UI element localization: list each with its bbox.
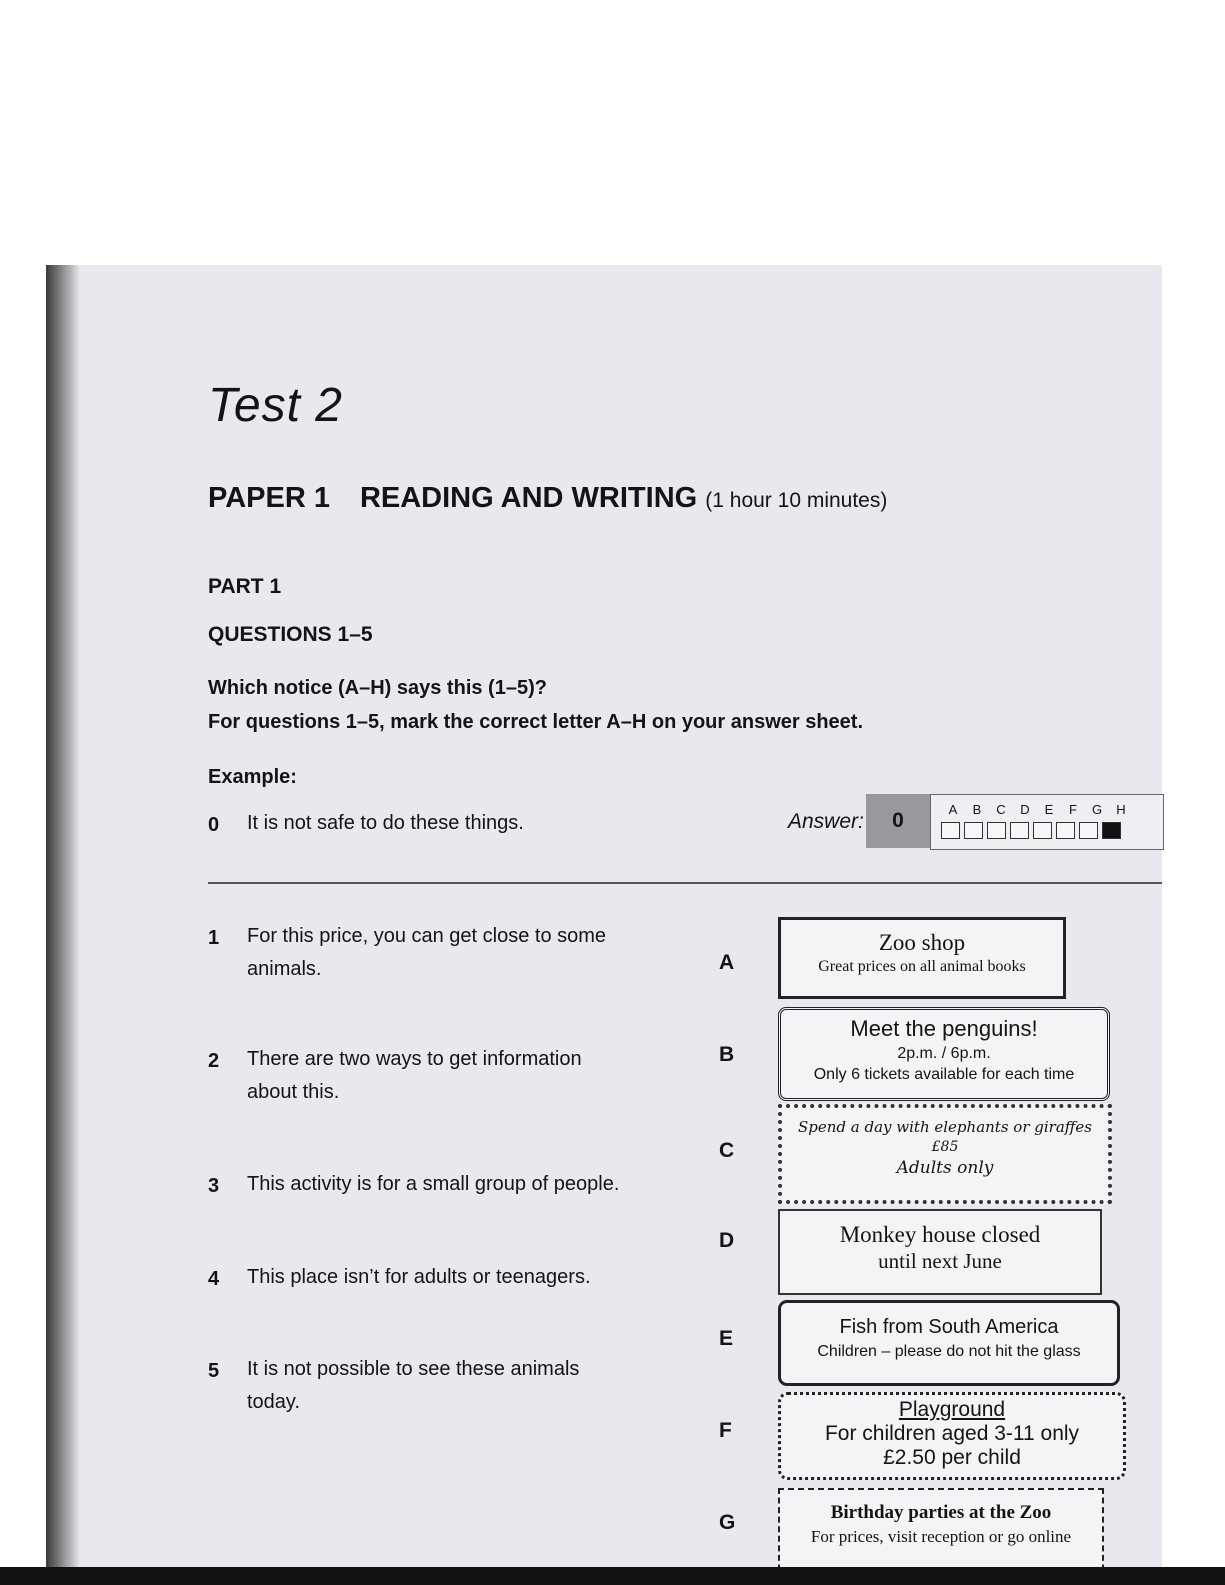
answer-box-c[interactable] xyxy=(987,822,1006,839)
instruction-which-notice: Which notice (A–H) says this (1–5)? xyxy=(208,677,547,699)
question-line: There are two ways to get information xyxy=(247,1048,582,1070)
notice-sign-d xyxy=(778,1209,1102,1295)
answer-box-d[interactable] xyxy=(1010,822,1029,839)
question-text xyxy=(247,920,667,986)
question-text xyxy=(247,1353,667,1419)
question-number: 3 xyxy=(208,1175,220,1197)
question-line: about this. xyxy=(247,1081,340,1103)
notice-line: until next June xyxy=(878,1249,1002,1273)
notice-letter-e: E xyxy=(719,1327,734,1350)
notice-line: For prices, visit reception or go online xyxy=(810,1527,1072,1546)
answer-grid-boxes xyxy=(941,822,1121,839)
notice-line: £85 xyxy=(931,1139,959,1155)
answer-label: Answer: xyxy=(788,810,864,833)
notice-letter-a: A xyxy=(719,951,735,974)
notice-line: Fish from South America xyxy=(839,1316,1059,1338)
question-number: 2 xyxy=(208,1050,220,1072)
notice-sign-b xyxy=(778,1007,1110,1101)
notice-line: Only 6 tickets available for each time xyxy=(813,1066,1075,1083)
paper-title xyxy=(208,482,887,515)
paper-name: READING AND WRITING xyxy=(359,482,698,514)
question-line: It is not possible to see these animals xyxy=(247,1358,580,1380)
grid-letter: G xyxy=(1091,802,1103,817)
notice-line: Children – please do not hit the glass xyxy=(817,1343,1081,1360)
answer-example-number: 0 xyxy=(866,794,930,848)
notice-letter-d: D xyxy=(719,1229,735,1252)
notice-line: Spend a day with elephants or giraffes xyxy=(798,1118,1092,1136)
example-text: It is not safe to do these things. xyxy=(247,812,524,834)
notice-sign-f xyxy=(778,1392,1126,1480)
scan-bottom-edge xyxy=(0,1567,1225,1585)
question-text xyxy=(247,1043,667,1109)
grid-letter: E xyxy=(1044,802,1054,817)
notice-letter-f: F xyxy=(719,1419,732,1442)
notice-line: £2.50 per child xyxy=(883,1446,1021,1469)
questions-heading: QUESTIONS 1–5 xyxy=(208,623,373,646)
question-line: This place isn’t for adults or teenagers. xyxy=(247,1266,591,1288)
grid-letter: H xyxy=(1116,802,1126,817)
grid-letter: A xyxy=(948,802,958,817)
notice-line: Birthday parties at the Zoo xyxy=(830,1502,1052,1523)
grid-letter: C xyxy=(996,802,1006,817)
paper-duration: (1 hour 10 minutes) xyxy=(705,489,888,512)
question-number: 4 xyxy=(208,1268,220,1290)
notice-sign-e xyxy=(778,1300,1120,1386)
answer-grid-letters xyxy=(945,802,1129,817)
question-line: For this price, you can get close to some xyxy=(247,925,607,947)
example-heading: Example: xyxy=(208,766,297,788)
notice-letter-c: C xyxy=(719,1139,735,1162)
book-spine-shadow xyxy=(46,265,80,1575)
question-line: This activity is for a small group of people. xyxy=(247,1173,620,1195)
grid-letter: B xyxy=(972,802,982,817)
notice-line: Monkey house closed xyxy=(839,1222,1041,1247)
answer-grid xyxy=(930,794,1164,850)
notice-line: Playground xyxy=(898,1398,1006,1421)
notice-letter-g: G xyxy=(719,1511,736,1534)
answer-box-a[interactable] xyxy=(941,822,960,839)
notice-sign-c xyxy=(778,1104,1112,1204)
notice-line: Great prices on all animal books xyxy=(818,958,1026,975)
paper-number: PAPER 1 xyxy=(208,482,330,514)
answer-box-f[interactable] xyxy=(1056,822,1075,839)
question-number: 1 xyxy=(208,927,220,949)
answer-box-b[interactable] xyxy=(964,822,983,839)
notice-sign-a xyxy=(778,917,1066,999)
part-heading: PART 1 xyxy=(208,575,282,598)
grid-letter: D xyxy=(1020,802,1030,817)
answer-box-g[interactable] xyxy=(1079,822,1098,839)
question-line: animals. xyxy=(247,958,322,980)
answer-box-e[interactable] xyxy=(1033,822,1052,839)
example-number: 0 xyxy=(208,814,220,836)
question-line: today. xyxy=(247,1391,300,1413)
grid-letter: F xyxy=(1069,802,1077,817)
question-text xyxy=(247,1168,667,1201)
instruction-mark-letter: For questions 1–5, mark the correct letter A–H on your answer sheet. xyxy=(208,711,864,733)
test-title: Test 2 xyxy=(208,379,343,432)
notice-line: Meet the penguins! xyxy=(850,1016,1038,1041)
notice-line: 2p.m. / 6p.m. xyxy=(897,1045,991,1062)
notice-line: For children aged 3-11 only xyxy=(824,1422,1080,1445)
question-text xyxy=(247,1261,667,1294)
answer-box-h[interactable] xyxy=(1102,822,1121,839)
notice-letter-b: B xyxy=(719,1043,735,1066)
question-number: 5 xyxy=(208,1360,220,1382)
notice-line: Zoo shop xyxy=(878,930,966,955)
notice-line: Adults only xyxy=(896,1158,994,1178)
section-divider xyxy=(208,882,1162,884)
